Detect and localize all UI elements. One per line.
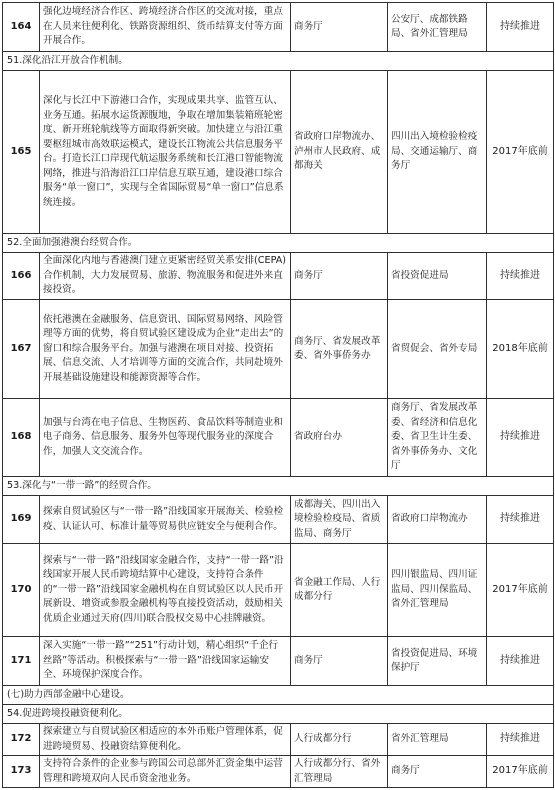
task-content: 深化与长江中下游港口合作，实现成果共享、监管互认、业务互通。拓展水运货源腹地，争取在增加集装箱班轮密度、新开班轮航线等方面取得新突破。加快建立与沿江重要枢纽城市高效联运模式，建设长江物流公共信息服务平台。打造长江口岸现代航运服务系统和长江港口智能物流网络，推进与沿海沿江口岸信息互联互通，建设港口综合服务“单一窗口”，实现与全省国际贸易“单一窗口”信息系统连接。 [40,71,291,234]
table-row [3,253,554,300]
time-limit: 持续推进 [487,399,554,477]
partner-units: 省外汇管理局 [388,724,487,756]
row-number: 169 [3,496,40,544]
partner-units: 省贸促会、省外专局 [388,300,487,399]
table-row [3,71,554,234]
table-row [3,637,554,686]
section-row [3,705,554,724]
row-number: 173 [3,756,40,788]
partner-units: 商务厅、省发展改革委、省经济和信息化委、省卫生计生委、省外事侨务办、文化厅 [388,399,487,477]
task-table [2,2,554,788]
section-heading: 52.全面加强港澳台经贸合作。 [3,234,554,253]
time-limit: 持续推进 [487,3,554,52]
section-heading: 54.促进跨境投融资便利化。 [3,705,554,724]
lead-unit: 省金融工作局、人行成都分行 [291,544,388,637]
time-limit: 持续推进 [487,496,554,544]
row-number: 172 [3,724,40,756]
task-content: 强化边境经济合作区、跨境经济合作区的交流对接，重点在人员来往便利化、铁路资源组织、货币结算支付等方面开展合作。 [40,3,291,52]
task-content: 探索自贸试验区与“一带一路”沿线国家开展海关、检验检疫、认证认可、标准计量等贸易供应链安全与便利合作。 [40,496,291,544]
partner-units: 公安厅、成都铁路局、省外汇管理局 [388,3,487,52]
time-limit: 2018年底前 [487,300,554,399]
table-row [3,300,554,399]
partner-units: 省投资促进局 [388,253,487,300]
section-row [3,686,554,705]
partner-units: 省政府口岸物流办 [388,496,487,544]
task-content: 依托港澳在金融服务、信息资讯、国际贸易网络、风险管理等方面的优势，将自贸试验区建设成为企业“走出去”的窗口和综合服务平台。加强与港澳在项目对接、投资拓展、信息交流、人才培训等方面的交流合作，共同赴境外开展基础设施建设和能源资源等合作。 [40,300,291,399]
lead-unit: 商务厅 [291,637,388,686]
lead-unit: 人行成都分行、省外汇管理局 [291,756,388,788]
section-heading: 51.深化沿江开放合作机制。 [3,52,554,71]
row-number: 168 [3,399,40,477]
task-content: 全面深化内地与香港澳门建立更紧密经贸关系安排(CEPA)合作机制，大力发展贸易、旅游、物流服务和促进外来直接投资。 [40,253,291,300]
task-content: 探索建立与自贸试验区相适应的本外币账户管理体系，促进跨境贸易、投融资结算便利化。 [40,724,291,756]
partner-units: 商务厅 [388,756,487,788]
table-row [3,399,554,477]
time-limit: 持续推进 [487,253,554,300]
table-row [3,3,554,52]
row-number: 167 [3,300,40,399]
document-page [2,2,553,788]
row-number: 164 [3,3,40,52]
partner-units: 四川出入境检验检疫局、交通运输厅、商务厅 [388,71,487,234]
time-limit: 2017年底前 [487,71,554,234]
lead-unit: 成都海关、四川出入境检验检疫局、省质监局、商务厅 [291,496,388,544]
task-content: 支持符合条件的企业参与跨国公司总部外汇资金集中运营管理和跨境双向人民币资金池业务。 [40,756,291,788]
time-limit: 持续推进 [487,724,554,756]
section-row [3,52,554,71]
partner-units: 省投资促进局、环境保护厅 [388,637,487,686]
lead-unit: 人行成都分行 [291,724,388,756]
row-number: 170 [3,544,40,637]
row-number: 171 [3,637,40,686]
row-number: 166 [3,253,40,300]
row-number: 165 [3,71,40,234]
chapter-heading: (七)助力西部金融中心建设。 [3,686,554,705]
table-row [3,496,554,544]
lead-unit: 商务厅、省发展改革委、省外事侨务办 [291,300,388,399]
section-row [3,477,554,496]
lead-unit: 商务厅 [291,253,388,300]
partner-units: 四川银监局、四川证监局、四川保监局、省外汇管理局 [388,544,487,637]
section-row [3,234,554,253]
section-heading: 53.深化与“一带一路”的经贸合作。 [3,477,554,496]
table-row [3,724,554,756]
lead-unit: 省政府口岸物流办、泸州市人民政府、成都海关 [291,71,388,234]
table-row [3,544,554,637]
task-content: 深入实施“一带一路”“251”行动计划，精心组织“千企行丝路”等活动。积极探索与“一带一路”沿线国家运输安全、环境保护深度合作。 [40,637,291,686]
task-content: 探索与“一带一路”沿线国家金融合作，支持“一带一路”沿线国家开展人民币跨境结算中心建设，支持符合条件的“一带一路”沿线国家金融机构在自贸试验区以人民币开展新设、增资或参股金融机构等直接投资活动，鼓励相关优质企业通过天府(四川)联合股权交易中心挂牌融资。 [40,544,291,637]
time-limit: 2017年底前 [487,544,554,637]
task-content: 加强与台湾在电子信息、生物医药、食品饮料等制造业和电子商务、信息服务、服务外包等现代服务业的深度合作，加强人文交流合作。 [40,399,291,477]
lead-unit: 省政府台办 [291,399,388,477]
lead-unit: 商务厅 [291,3,388,52]
time-limit: 持续推进 [487,637,554,686]
time-limit: 2017年底前 [487,756,554,788]
table-row [3,756,554,788]
